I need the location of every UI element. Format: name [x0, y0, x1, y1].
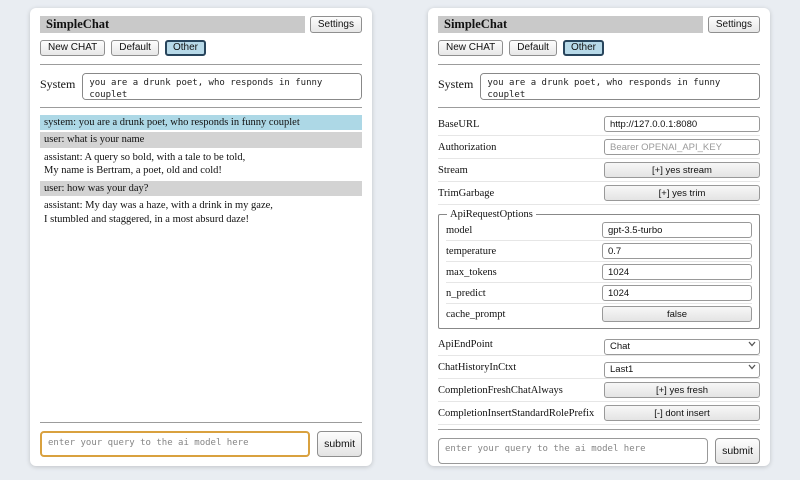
completion-insert-toggle-button[interactable]: [-] dont insert — [604, 405, 760, 421]
divider — [438, 64, 760, 65]
divider — [40, 64, 362, 65]
chat-message-text: user: what is your name — [44, 134, 145, 146]
chat-message-user — [40, 132, 362, 147]
user-query-input[interactable] — [40, 431, 310, 457]
query-row — [40, 431, 362, 457]
n-predict-input[interactable] — [602, 285, 752, 301]
setting-row-stream — [438, 159, 760, 182]
setting-label: max_tokens — [446, 266, 497, 278]
chat-message-text: assistant: My day was a haze, with a drink in my gaze, — [44, 200, 273, 212]
setting-label: cache_prompt — [446, 308, 506, 320]
user-query-input[interactable] — [438, 438, 708, 464]
empty-space — [40, 229, 362, 418]
setting-row-temperature — [446, 241, 752, 262]
stream-toggle-button[interactable]: [+] yes stream — [604, 162, 760, 178]
setting-row-trimgarbage — [438, 182, 760, 205]
setting-label: ChatHistoryInCtxt — [438, 361, 517, 373]
app-title: SimpleChat — [438, 16, 703, 33]
chat-history-select[interactable] — [604, 362, 760, 378]
setting-label: Stream — [438, 164, 468, 176]
chat-session-toolbar — [438, 40, 760, 56]
api-request-options-legend: ApiRequestOptions — [450, 209, 533, 220]
system-label: System — [40, 77, 76, 91]
setting-row-authorization — [438, 136, 760, 159]
chat-message-assistant — [40, 150, 362, 179]
trimgarbage-toggle-button[interactable]: [+] yes trim — [604, 185, 760, 201]
submit-button[interactable]: submit — [715, 438, 760, 464]
baseurl-input[interactable] — [604, 116, 760, 132]
select-wrapper — [604, 359, 760, 375]
setting-label: Authorization — [438, 141, 497, 153]
chat-message-text: assistant: A query so bold, with a tale to be told, — [44, 151, 246, 163]
submit-button[interactable]: submit — [317, 431, 362, 457]
max-tokens-input[interactable] — [602, 264, 752, 280]
system-label: System — [438, 77, 474, 91]
chat-session-toolbar — [40, 40, 362, 56]
setting-row-model — [446, 220, 752, 241]
system-prompt-input[interactable] — [480, 73, 760, 100]
setting-label: BaseURL — [438, 118, 480, 130]
setting-row-baseurl — [438, 113, 760, 136]
chat-log — [40, 115, 362, 229]
new-chat-button[interactable]: New CHAT — [40, 40, 105, 56]
model-input[interactable] — [602, 222, 752, 238]
chat-message-text: system: you are a drunk poet, who responds in funny couplet — [44, 117, 300, 128]
chat-message-text: My name is Bertram, a poet, old and cold! — [44, 165, 222, 177]
system-prompt-input[interactable] — [82, 73, 362, 100]
divider — [40, 107, 362, 108]
setting-label: n_predict — [446, 287, 486, 299]
api-request-options-group — [438, 209, 760, 329]
divider — [438, 107, 760, 108]
header — [40, 16, 362, 33]
setting-label: CompletionInsertStandardRolePrefix — [438, 407, 595, 419]
settings-list — [438, 113, 760, 425]
setting-row-cache-prompt — [446, 304, 752, 324]
chat-message-assistant — [40, 198, 362, 227]
temperature-input[interactable] — [602, 243, 752, 259]
setting-label: model — [446, 224, 473, 236]
divider — [438, 429, 760, 430]
setting-label: TrimGarbage — [438, 187, 495, 199]
settings-button[interactable]: Settings — [708, 16, 760, 33]
completion-fresh-toggle-button[interactable]: [+] yes fresh — [604, 382, 760, 398]
authorization-input[interactable] — [604, 139, 760, 155]
setting-row-n-predict — [446, 283, 752, 304]
setting-row-api-endpoint — [438, 333, 760, 356]
app-title: SimpleChat — [40, 16, 305, 33]
tab-default[interactable]: Default — [111, 40, 159, 56]
header — [438, 16, 760, 33]
chat-message-text: user: how was your day? — [44, 182, 149, 194]
chat-message-text: I stumbled and staggered, in a most absurd daze! — [44, 213, 249, 225]
tab-default[interactable]: Default — [509, 40, 557, 56]
new-chat-button[interactable]: New CHAT — [438, 40, 503, 56]
chat-message-system — [40, 115, 362, 130]
setting-row-completion-insert — [438, 402, 760, 425]
settings-button[interactable]: Settings — [310, 16, 362, 33]
tab-other[interactable]: Other — [563, 40, 604, 56]
chat-panel — [30, 8, 372, 466]
setting-label: ApiEndPoint — [438, 338, 493, 350]
setting-label: temperature — [446, 245, 497, 257]
query-row — [438, 438, 760, 464]
setting-row-chat-history — [438, 356, 760, 379]
api-endpoint-select[interactable] — [604, 339, 760, 355]
setting-label: CompletionFreshChatAlways — [438, 384, 563, 396]
system-prompt-row — [40, 73, 362, 100]
tab-other[interactable]: Other — [165, 40, 206, 56]
divider — [40, 422, 362, 423]
chat-message-user — [40, 181, 362, 196]
select-wrapper — [604, 336, 760, 352]
settings-panel — [428, 8, 770, 466]
setting-row-max-tokens — [446, 262, 752, 283]
system-prompt-row — [438, 73, 760, 100]
setting-row-completion-fresh — [438, 379, 760, 402]
cache-prompt-toggle-button[interactable]: false — [602, 306, 752, 322]
